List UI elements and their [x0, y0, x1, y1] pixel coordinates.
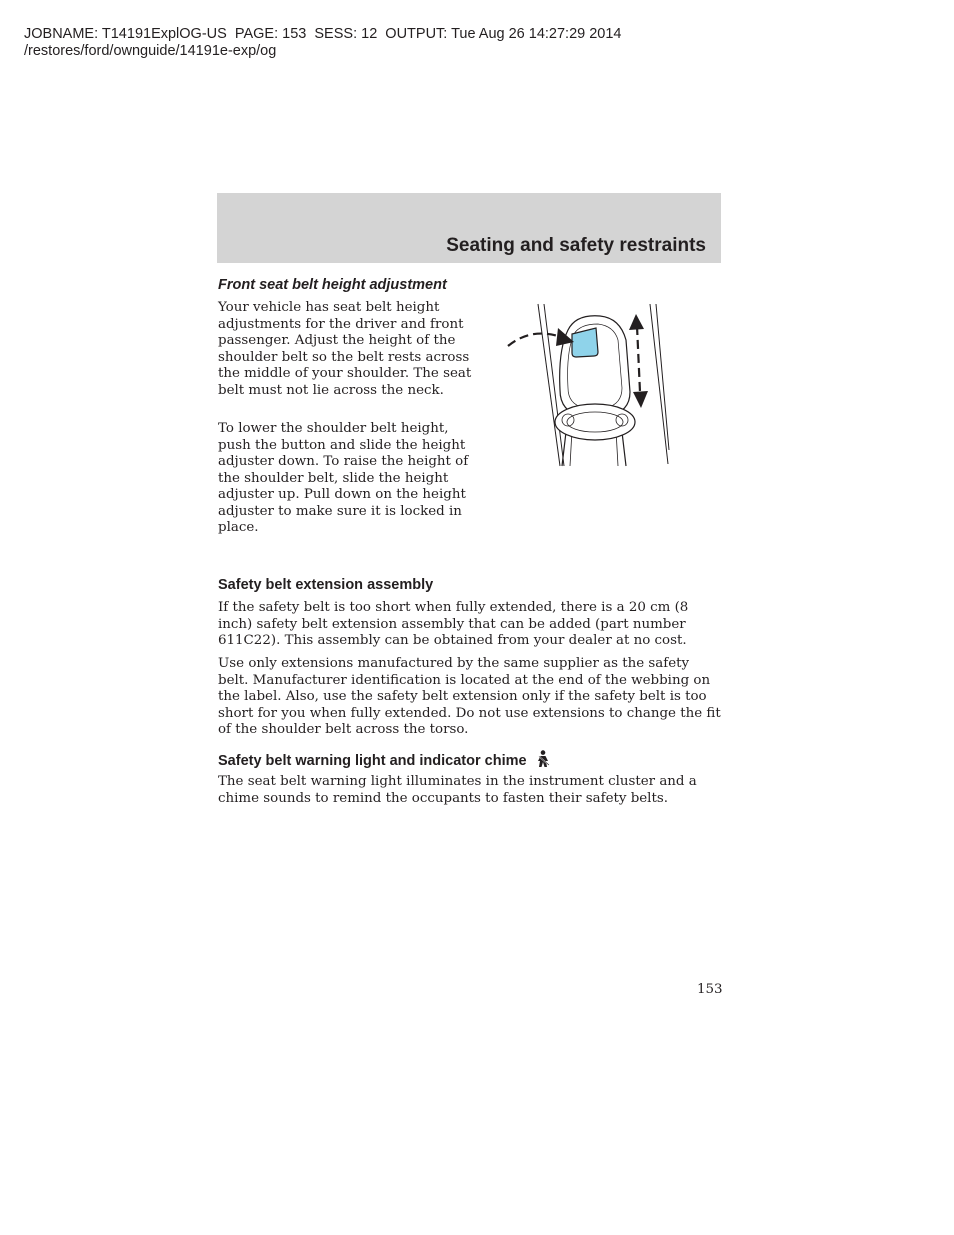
page-number: 153 [697, 982, 723, 997]
seatbelt-person-icon [537, 750, 551, 768]
seatbelt-height-adjuster-illustration [500, 300, 678, 470]
extension-paragraph-2: Use only extensions manufactured by the same supplier as the safety belt. Manufacturer identification is located at the end of the webbing on the label. Also, use the safety belt extension only if the safety belt is too short for you when fully extended. Do not use extensions to change the fit of the shoulder belt across the torso. [218, 656, 721, 737]
warning-heading: Safety belt warning light and indicator chime [218, 753, 527, 769]
print-job-line-1: JOBNAME: T14191ExplOG-US PAGE: 153 SESS: 12 OUTPUT: Tue Aug 26 14:27:29 2014 [24, 26, 622, 42]
print-job-info [24, 26, 622, 60]
extension-paragraph-1: If the safety belt is too short when fully extended, there is a 20 cm (8 inch) safety belt extension assembly that can be added (part number 611C22). This assembly can be obtained from your dealer at no cost. [218, 600, 689, 648]
height-adjustment-paragraph-1: Your vehicle has seat belt height adjustments for the driver and front passenger. Adjust the height of the shoulder belt so the belt rests across the middle of your shoulder. The seat belt must not lie across the neck. [218, 300, 472, 398]
warning-heading-row [218, 750, 551, 769]
section-header-band [217, 193, 721, 263]
extension-heading: Safety belt extension assembly [218, 577, 434, 593]
warning-paragraph: The seat belt warning light illuminates in the instrument cluster and a chime sounds to remind the occupants to fasten their safety belts. [218, 774, 697, 806]
height-adjustment-heading: Front seat belt height adjustment [218, 277, 447, 293]
section-title: Seating and safety restraints [446, 235, 706, 256]
print-job-line-2: /restores/ford/ownguide/14191e-exp/og [24, 43, 277, 59]
height-adjustment-paragraph-2: To lower the shoulder belt height, push the button and slide the height adjuster down. To raise the height of the shoulder belt, slide the height adjuster up. Pull down on the height adjuster to make sure it is locked in place. [218, 421, 469, 535]
